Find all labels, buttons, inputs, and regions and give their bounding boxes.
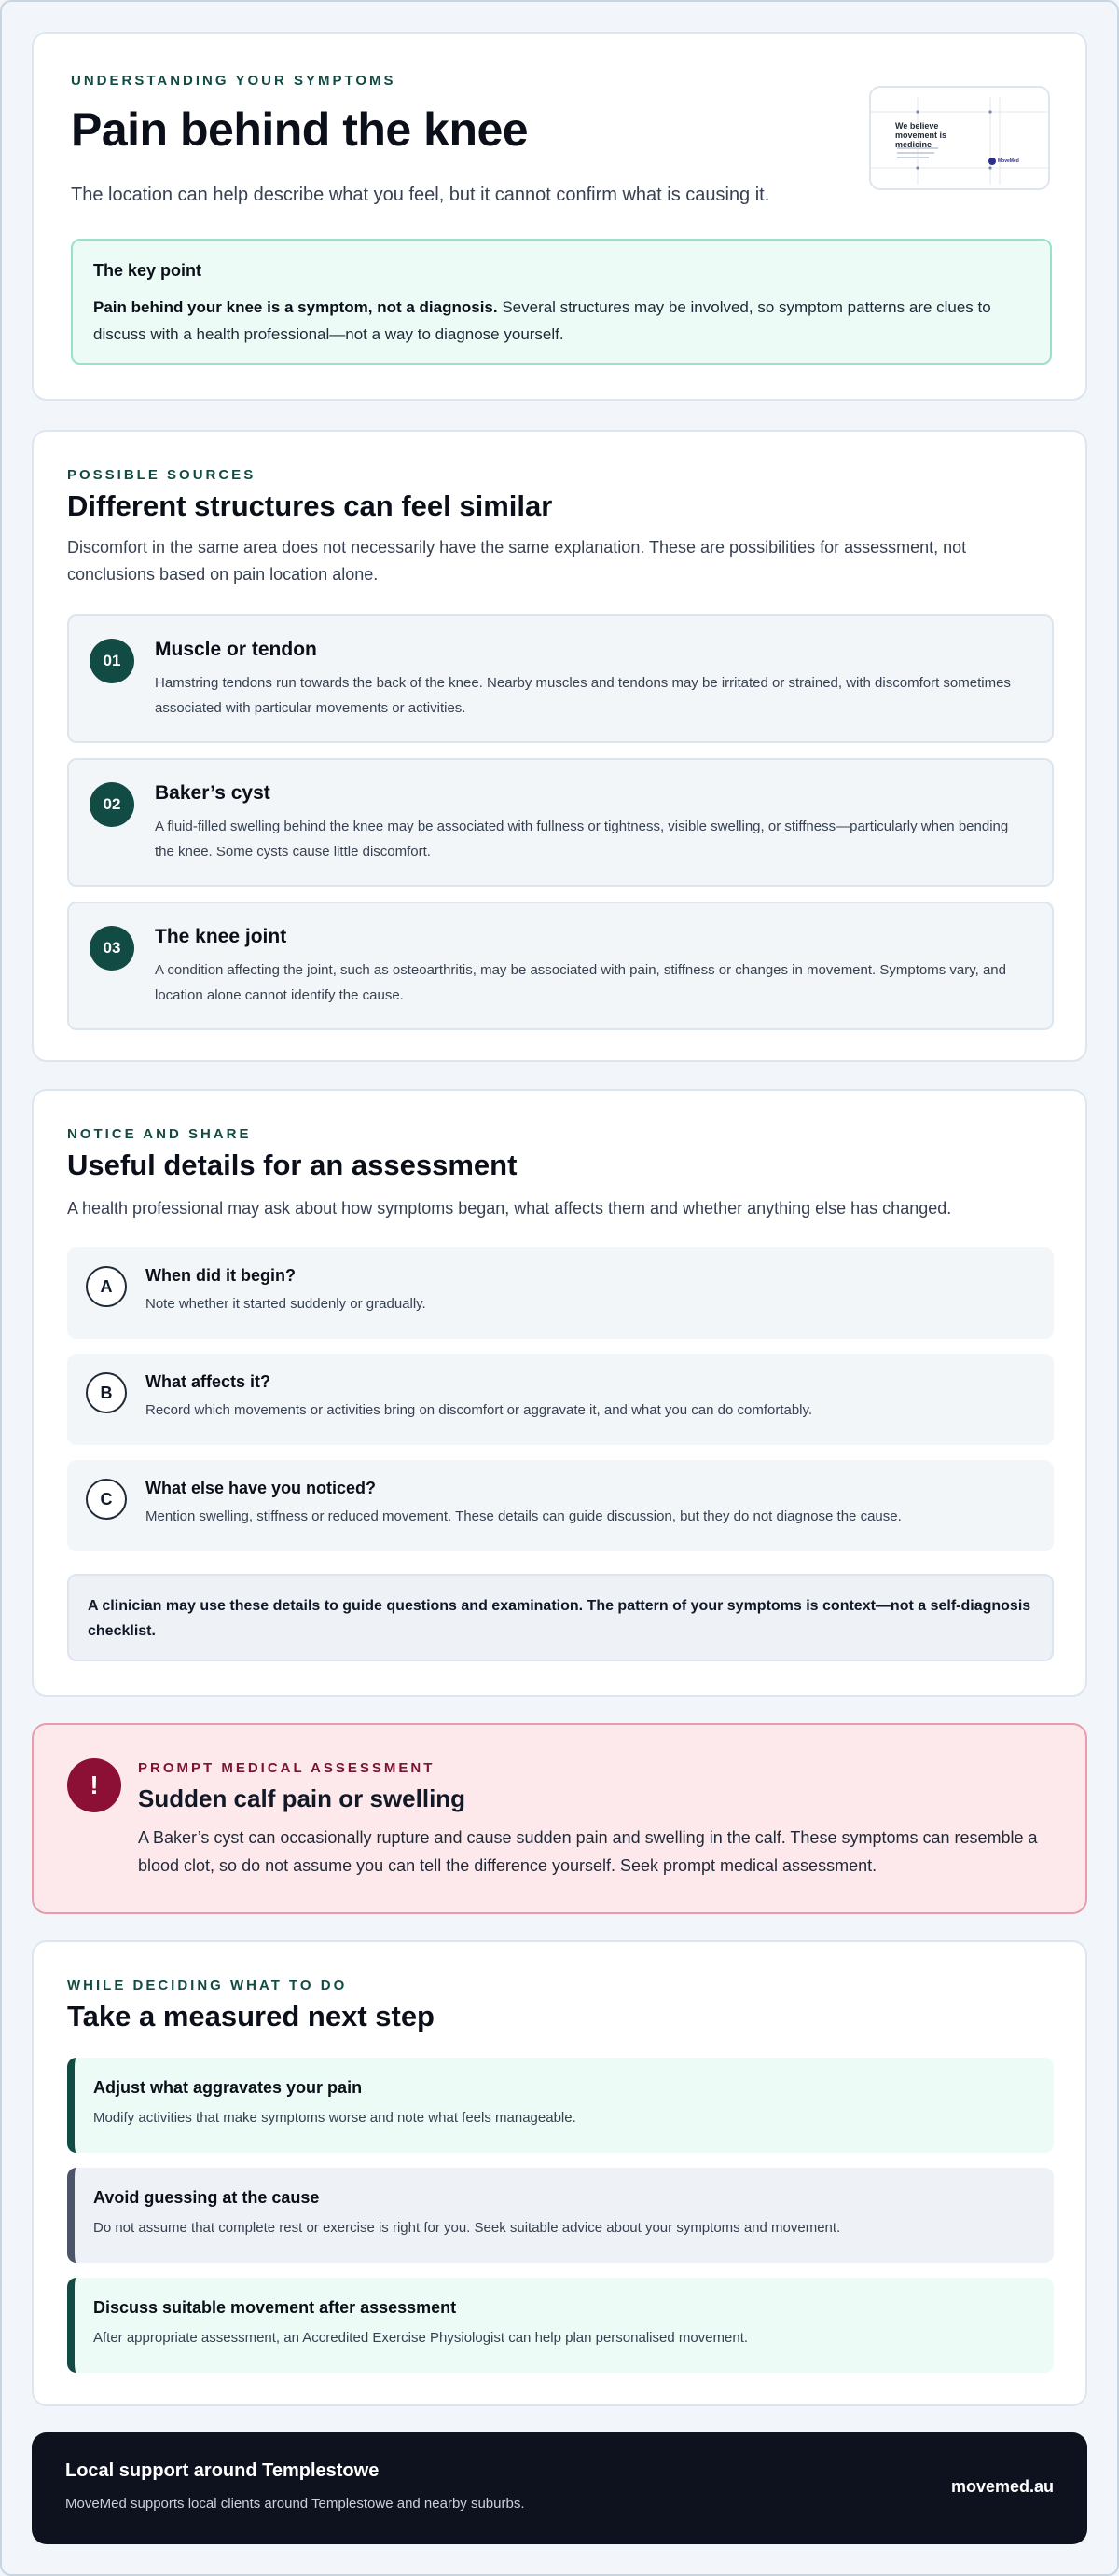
source-title: Muscle or tendon: [155, 639, 317, 660]
next-steps-card: [32, 1940, 1087, 2406]
intro-eyebrow: UNDERSTANDING YOUR SYMPTOMS: [71, 73, 396, 89]
letter-badge: C: [86, 1479, 127, 1520]
source-body: Hamstring tendons run towards the back of the knee. Nearby muscles and tendons may be irritated or strained, with discomfort sometimes associated with particular movements or activities.: [155, 675, 1011, 716]
step-title: Avoid guessing at the cause: [93, 2188, 320, 2207]
assessment-details-card: [32, 1089, 1087, 1697]
detail-item: [67, 1247, 1054, 1339]
step-item: [67, 2278, 1054, 2373]
detail-title: What else have you noticed?: [145, 1479, 377, 1497]
source-item: [67, 758, 1054, 887]
step-body: Do not assume that complete rest or exercise is right for you. Seek suitable advice about your symptoms and movement.: [93, 2220, 841, 2236]
key-point-bold: Pain behind your knee is a symptom, not a diagnosis.: [93, 298, 498, 316]
prompt-assessment-alert: [32, 1723, 1087, 1914]
footer-body: MoveMed supports local clients around Templestowe and nearby suburbs.: [65, 2496, 525, 2512]
alert-body: A Baker’s cyst can occasionally rupture and cause sudden pain and swelling in the calf. These symptoms can resemble a blood clot, so do not assume you can tell the difference yourself. Seek prompt medical assessment.: [138, 1828, 1038, 1875]
sources-eyebrow: POSSIBLE SOURCES: [67, 467, 256, 483]
step-title: Discuss suitable movement after assessment: [93, 2298, 457, 2317]
next-steps-eyebrow: WHILE DECIDING WHAT TO DO: [67, 1977, 348, 1993]
intro-lead: The location can help describe what you feel, but it cannot confirm what is causing it.: [71, 185, 770, 205]
detail-item: [67, 1460, 1054, 1551]
detail-body: Note whether it started suddenly or gradually.: [145, 1296, 426, 1312]
intro-card: [32, 32, 1087, 401]
source-body: A fluid-filled swelling behind the knee may be associated with fullness or tightness, visible swelling, or stiffness—particularly when bending the knee. Some cysts cause little discomfort.: [155, 819, 1009, 860]
source-title: Baker’s cyst: [155, 782, 270, 804]
alert-title: Sudden calf pain or swelling: [138, 1784, 466, 1812]
letter-badge: B: [86, 1372, 127, 1413]
detail-body: Record which movements or activities bring on discomfort or aggravate it, and what you can do comfortably.: [145, 1402, 813, 1418]
detail-title: What affects it?: [145, 1372, 271, 1391]
number-badge: 03: [90, 926, 134, 971]
source-item: [67, 902, 1054, 1030]
details-heading: Useful details for an assessment: [67, 1149, 518, 1181]
key-point-body: [93, 294, 1029, 348]
step-title: Adjust what aggravates your pain: [93, 2078, 363, 2097]
detail-body: Mention swelling, stiffness or reduced movement. These details can guide discussion, but they do not diagnose the cause.: [145, 1508, 902, 1524]
letter-badge: A: [86, 1266, 127, 1307]
site-footer: [32, 2432, 1087, 2544]
next-steps-heading: Take a measured next step: [67, 2000, 435, 2032]
detail-title: When did it begin?: [145, 1266, 296, 1285]
clinician-note: A clinician may use these details to guide questions and examination. The pattern of your symptoms is context—not a self-diagnosis checklist.: [67, 1574, 1054, 1661]
key-point-title: The key point: [93, 261, 202, 280]
thumbnail-badge: MoveMed: [998, 158, 1019, 164]
number-badge: 02: [90, 782, 134, 827]
source-body: A condition affecting the joint, such as osteoarthritis, may be associated with pain, stiffness or changes in movement. Symptoms vary, and location alone cannot identify the cause.: [155, 962, 1006, 1003]
sources-heading: Different structures can feel similar: [67, 489, 553, 522]
source-item: [67, 614, 1054, 743]
page-title: Pain behind the knee: [71, 103, 529, 156]
sources-lead: Discomfort in the same area does not necessarily have the same explanation. These are possibilities for assessment, not conclusions based on pain location alone.: [67, 538, 967, 584]
thumbnail-headline: We believe movement is medicine: [895, 121, 947, 149]
site-link[interactable]: movemed.au: [950, 2477, 1054, 2496]
key-point-text: Several structures may be involved, so symptom patterns are clues to discuss with a health professional—not a way to diagnose yourself.: [93, 298, 991, 343]
alert-eyebrow: PROMPT MEDICAL ASSESSMENT: [138, 1760, 435, 1776]
step-item: [67, 2058, 1054, 2153]
possible-sources-card: [32, 430, 1087, 1062]
detail-item: [67, 1354, 1054, 1445]
step-item: [67, 2168, 1054, 2263]
details-eyebrow: NOTICE AND SHARE: [67, 1126, 252, 1142]
source-title: The knee joint: [155, 926, 287, 947]
step-body: Modify activities that make symptoms worse and note what feels manageable.: [93, 2110, 576, 2126]
footer-title: Local support around Templestowe: [65, 2460, 380, 2481]
key-point-callout: [71, 239, 1052, 365]
brand-thumbnail: [869, 86, 1050, 190]
details-lead: A health professional may ask about how symptoms began, what affects them and whether anything else has changed.: [67, 1199, 952, 1218]
step-body: After appropriate assessment, an Accredited Exercise Physiologist can help plan personalised movement.: [93, 2330, 749, 2346]
alert-icon: !: [67, 1758, 121, 1812]
number-badge: 01: [90, 639, 134, 683]
